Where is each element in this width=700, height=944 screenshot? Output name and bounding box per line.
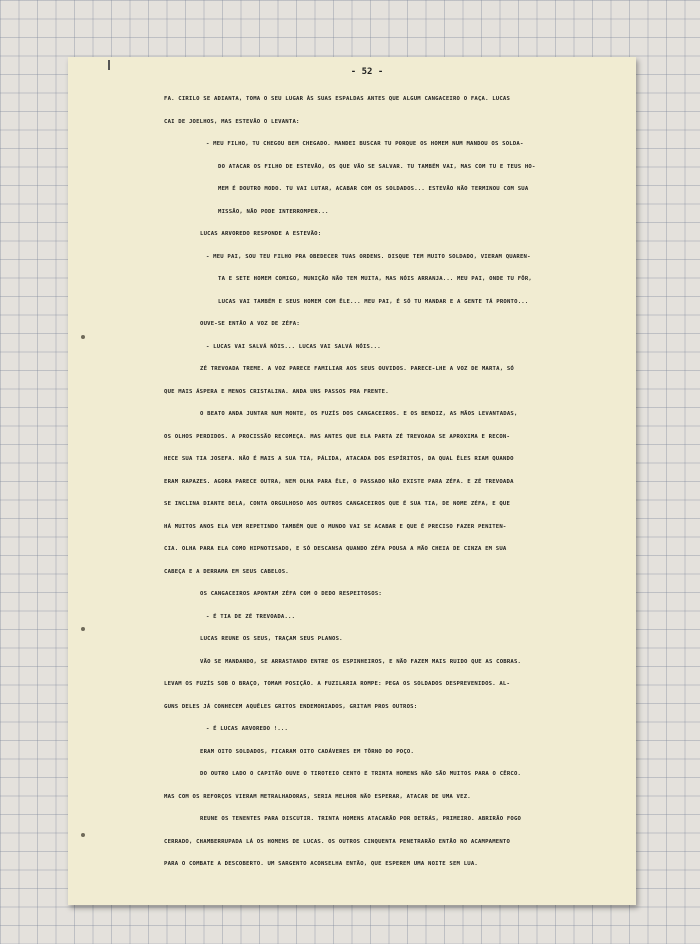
text-line: O BEATO ANDA JUNTAR NUM MONTE, OS FUZÍS DOS CANGACEIROS. E OS BENDIZ, AS MÃOS LEVANTADAS,	[200, 411, 518, 417]
text-line: OS OLHOS PERDIDOS. A PROCISSÃO RECOMEÇA. MAS ANTES QUE ELA PARTA ZÉ TREVOADA SE APROXIMA E RECON-	[164, 433, 511, 440]
text-line: PARA O COMBATE A DESCOBERTO. UM SARGENTO ACONSELHA ENTÃO, QUE ESPEREM UMA NOITE SEM LUA.	[164, 861, 478, 867]
typewritten-text	[164, 94, 610, 882]
text-line: ZÉ TREVOADA TREME. A VOZ PARECE FAMILIAR AOS SEUS OUVIDOS. PARECE-LHE A VOZ DE MARTA, SÓ	[200, 366, 514, 372]
text-line: GUNS DELES JÁ CONHECEM AQUÊLES GRITOS ENDEMONIADOS, GRITAM PROS OUTROS:	[164, 703, 418, 710]
text-line: ERAM OITO SOLDADOS, FICARAM OITO CADÁVERES EM TÔRNO DO POÇO.	[200, 748, 415, 755]
text-line: DO OUTRO LADO O CAPITÃO OUVE O TIROTEIO CENTO E TRINTA HOMENS NÃO SÃO MUITOS PARA O CÊRCO.	[200, 771, 522, 777]
text-line: OUVE-SE ENTÃO A VOZ DE ZÉFA:	[200, 321, 300, 327]
text-line: - É LUCAS ARVOREDO !...	[206, 726, 289, 732]
text-line: HECE SUA TIA JOSEFA. NÃO É MAIS A SUA TIA, PÁLIDA, ATACADA DOS ESPÍRITOS, DA QUAL ÊLES RIAM QUANDO	[164, 456, 514, 462]
text-line: CIA. OLHA PARA ELA COMO HIPNOTISADO, E SÓ DESCANSA QUANDO ZÉFA POUSA A MÃO CHEIA DE CINZA EM SUA	[164, 546, 507, 552]
text-line: FA. CIRILO SE ADIANTA, TOMA O SEU LUGAR ÀS SUAS ESPALDAS ANTES QUE ALGUM CANGACEIRO O FAÇA. LUCAS	[164, 96, 511, 102]
text-line: QUE MAIS ÁSPERA E MENOS CRISTALINA. ANDA UNS PASSOS PRA FRENTE.	[164, 388, 389, 395]
text-line: CABEÇA E A DERRAMA EM SEUS CABELOS.	[164, 568, 289, 575]
punch-hole	[81, 627, 85, 631]
text-line: MAS COM OS REFORÇOS VIERAM METRALHADORAS, SERIA MELHOR NÃO ESPERAR, ATACAR DE UMA VEZ.	[164, 793, 471, 800]
text-line: HÁ MUITOS ANOS ELA VEM REPETINDO TAMBÉM QUE O MUNDO VAI SE ACABAR E QUE É PRECISO FAZER PENITEN-	[164, 523, 507, 530]
pencil-mark	[108, 60, 110, 70]
text-line: - MEU PAI, SOU TEU FILHO PRA OBEDECER TUAS ORDENS. DISQUE TEM MUITO SOLDADO, VIERAM QUAREN-	[206, 253, 531, 260]
text-line: DO ATACAR OS FILHO DE ESTEVÃO, OS QUE VÃO SE SALVAR. TU TAMBÉM VAI, MAS COM TU E TEUS HO-	[218, 163, 536, 170]
text-line: SE INCLINA DIANTE DELA, CONTA ORGULHOSO AOS OUTROS CANGACEIROS QUE É SUA TIA, DE NOME ZÉFA, E QUE	[164, 501, 511, 507]
text-line: REUNE OS TENENTES PARA DISCUTIR. TRINTA HOMENS ATACARÃO POR DETRÁS, PRIMEIRO. ABRIRÃO FOGO	[200, 816, 522, 822]
text-line: LUCAS ARVOREDO RESPONDE A ESTEVÃO:	[200, 231, 322, 237]
text-line: VÃO SE MANDANDO, SE ARRASTANDO ENTRE OS ESPINHEIROS, E NÃO FAZEM MAIS RUIDO QUE AS COBRAS.	[200, 658, 522, 665]
text-line: TA E SETE HOMEM COMIGO, MUNIÇÃO NÃO TEM MUITA, MAS NÓIS ARRANJA... MEU PAI, ONDE TU FÔR,	[218, 276, 532, 282]
text-line: MISSÃO, NÃO PODE INTERROMPER...	[218, 208, 329, 215]
punch-hole	[81, 335, 85, 339]
text-line: - LUCAS VAI SALVÁ NÓIS... LUCAS VAI SALVÁ NÓIS...	[206, 343, 381, 350]
document-page	[68, 57, 636, 905]
text-line: MEM É DOUTRO MODO. TU VAI LUTAR, ACABAR COM OS SOLDADOS... ESTEVÃO NÃO TERMINOU COM SUA	[218, 186, 529, 192]
punch-hole	[81, 833, 85, 837]
text-line: OS CANGACEIROS APONTAM ZÉFA COM O DEDO RESPEITOSOS:	[200, 591, 382, 597]
text-line: LUCAS REUNE OS SEUS, TRAÇAM SEUS PLANOS.	[200, 636, 343, 642]
text-line: CERRADO, CHAMBERRUPADA LÁ OS HOMENS DE LUCAS. OS OUTROS CINQUENTA PENETRARÃO ENTÃO NO ACAMPAMENTO	[164, 838, 511, 845]
page-number: - 52 -	[350, 67, 384, 77]
text-line: - É TIA DE ZÉ TREVOADA...	[206, 613, 296, 620]
text-line: CAI DE JOELHOS, MAS ESTEVÃO O LEVANTA:	[164, 118, 300, 125]
text-line: ERAM RAPAZES. AGORA PARECE OUTRA, NEM OLHA PARA ÊLE, O PASSADO NÃO EXISTE PARA ZÉFA. E ZÉ TREVOADA	[164, 478, 514, 485]
text-line: LEVAM OS FUZÍS SOB O BRAÇO, TOMAM POSIÇÃO. A FUZILARIA ROMPE: PEGA OS SOLDADOS DESPREVENIDOS. AL-	[164, 681, 511, 687]
text-line: LUCAS VAI TAMBÉM E SEUS HOMEM COM ÊLE... MEU PAI, É SÓ TU MANDAR E A GENTE TÁ PRONTO...	[218, 298, 529, 305]
text-line: - MEU FILHO, TU CHEGOU BEM CHEGADO. MANDEI BUSCAR TU PORQUE OS HOMEM NUM MANDOU OS SOLDA-	[206, 141, 524, 147]
